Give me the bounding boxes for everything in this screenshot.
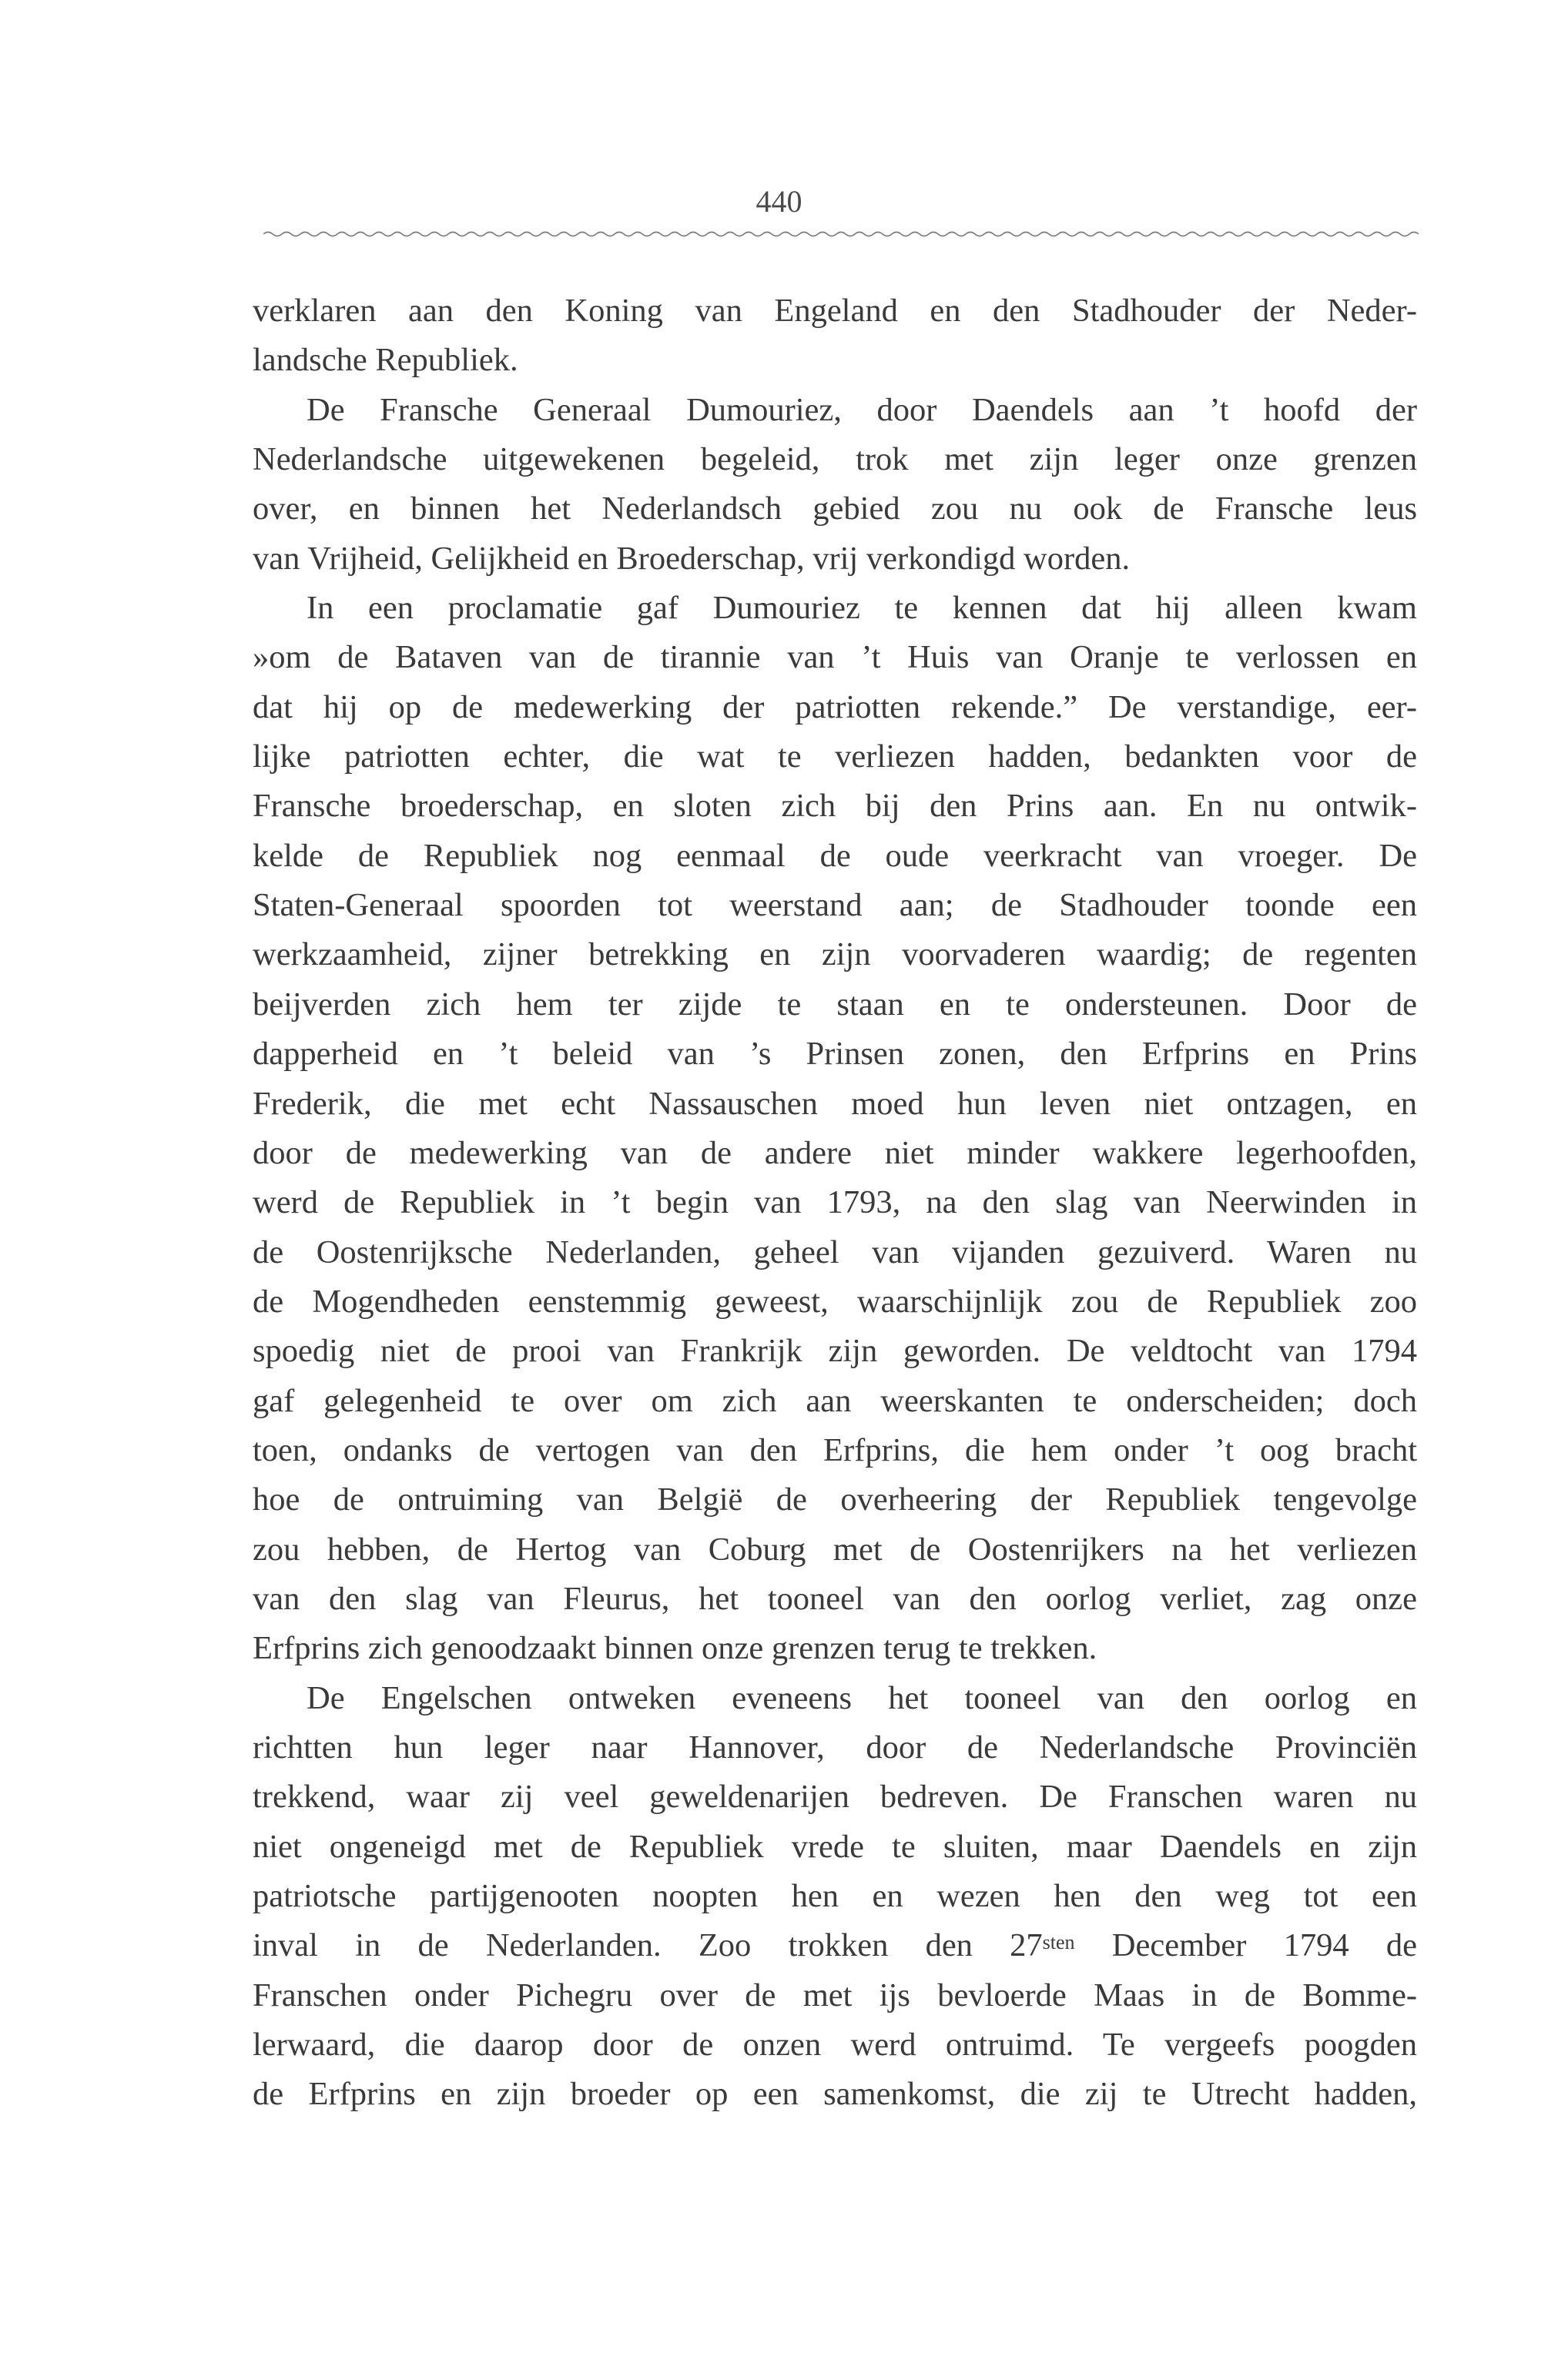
text-line: spoedig niet de prooi van Frankrijk zijn geworden. De veldtocht van 1794 (253, 1333, 1417, 1370)
text-segment: December 1794 de (1074, 1927, 1417, 1964)
date-superscript: sten (1042, 1931, 1075, 1954)
wavy-header-rule (263, 229, 1419, 239)
page-number: 440 (756, 184, 802, 219)
text-line: landsche Republiek. (253, 342, 518, 379)
text-line: Erfprins zich genoodzaakt binnen onze grenzen terug te trekken. (253, 1630, 1097, 1667)
text-line: de Erfprins en zijn broeder op een samenkomst, die zij te Utrecht hadden, (253, 2076, 1417, 2113)
text-line: Nederlandsche uitgewekenen begeleid, trok met zijn leger onze grenzen (253, 441, 1417, 478)
text-line: dapperheid en ’t beleid van ’s Prinsen zonen, den Erfprins en Prins (253, 1036, 1417, 1073)
text-line: Frederik, die met echt Nassauschen moed hun leven niet ontzagen, en (253, 1085, 1417, 1122)
text-line: dat hij op de medewerking der patriotten rekende.” De verstandige, eer- (253, 688, 1417, 725)
text-line: de Mogendheden eenstemmig geweest, waarschijnlijk zou de Republiek zoo (253, 1283, 1417, 1320)
text-line: Staten-Generaal spoorden tot weerstand aan; de Stadhouder toonde een (253, 887, 1417, 924)
text-line: toen, ondanks de vertogen van den Erfprins, die hem onder ’t oog bracht (253, 1431, 1417, 1468)
text-line: hoe de ontruiming van België de overheering der Republiek tengevolge (253, 1481, 1417, 1518)
text-line: werkzaamheid, zijner betrekking en zijn voorvaderen waardig; de regenten (253, 936, 1417, 973)
text-line: lerwaard, die daarop door de onzen werd ontruimd. Te vergeefs poogden (253, 2027, 1417, 2064)
text-line: van den slag van Fleurus, het tooneel van den oorlog verliet, zag onze (253, 1580, 1417, 1617)
text-line: lijke patriotten echter, die wat te verliezen hadden, bedankten voor de (253, 738, 1417, 775)
text-line: werd de Republiek in ’t begin van 1793, na den slag van Neerwinden in (253, 1184, 1417, 1221)
text-line: kelde de Republiek nog eenmaal de oude veerkracht van vroeger. De (253, 837, 1417, 874)
text-line: niet ongeneigd met de Republiek vrede te sluiten, maar Daendels en zijn (253, 1828, 1417, 1865)
text-line: beijverden zich hem ter zijde te staan en te ondersteunen. Door de (253, 986, 1417, 1023)
text-segment: inval in de Nederlanden. Zoo trokken den 27 (253, 1927, 1043, 1964)
text-line: trekkend, waar zij veel geweldenarijen bedreven. De Franschen waren nu (253, 1779, 1417, 1816)
text-line: Franschen onder Pichegru over de met ijs bevloerde Maas in de Bomme- (253, 1977, 1417, 2013)
body-text (253, 286, 1417, 2120)
text-line: door de medewerking van de andere niet minder wakkere legerhoofden, (253, 1134, 1417, 1171)
text-line: Fransche broederschap, en sloten zich bij den Prins aan. En nu ontwik- (253, 788, 1417, 825)
text-line: van Vrijheid, Gelijkheid en Broederschap, vrij verkondigd worden. (253, 540, 1131, 577)
text-line: In een proclamatie gaf Dumouriez te kennen dat hij alleen kwam (307, 590, 1417, 627)
text-line: »om de Bataven van de tirannie van ’t Huis van Oranje te verlossen en (253, 639, 1417, 676)
text-line: richtten hun leger naar Hannover, door de Nederlandsche Provinciën (253, 1729, 1417, 1766)
text-line: zou hebben, de Hertog van Coburg met de Oostenrijkers na het verliezen (253, 1531, 1417, 1568)
text-line: De Fransche Generaal Dumouriez, door Daendels aan ’t hoofd der (307, 391, 1417, 428)
text-line-with-superscript (253, 1921, 1417, 1970)
text-line: verklaren aan den Koning van Engeland en den Stadhouder der Neder- (253, 293, 1417, 329)
text-line: over, en binnen het Nederlandsch gebied zou nu ook de Fransche leus (253, 490, 1417, 527)
text-line: patriotsche partijgenooten noopten hen en wezen hen den weg tot een (253, 1878, 1417, 1914)
text-line: gaf gelegenheid te over om zich aan weerskanten te onderscheiden; doch (253, 1382, 1417, 1419)
text-line: De Engelschen ontweken eveneens het tooneel van den oorlog en (307, 1679, 1417, 1716)
text-line: de Oostenrijksche Nederlanden, geheel van vijanden gezuiverd. Waren nu (253, 1234, 1417, 1270)
